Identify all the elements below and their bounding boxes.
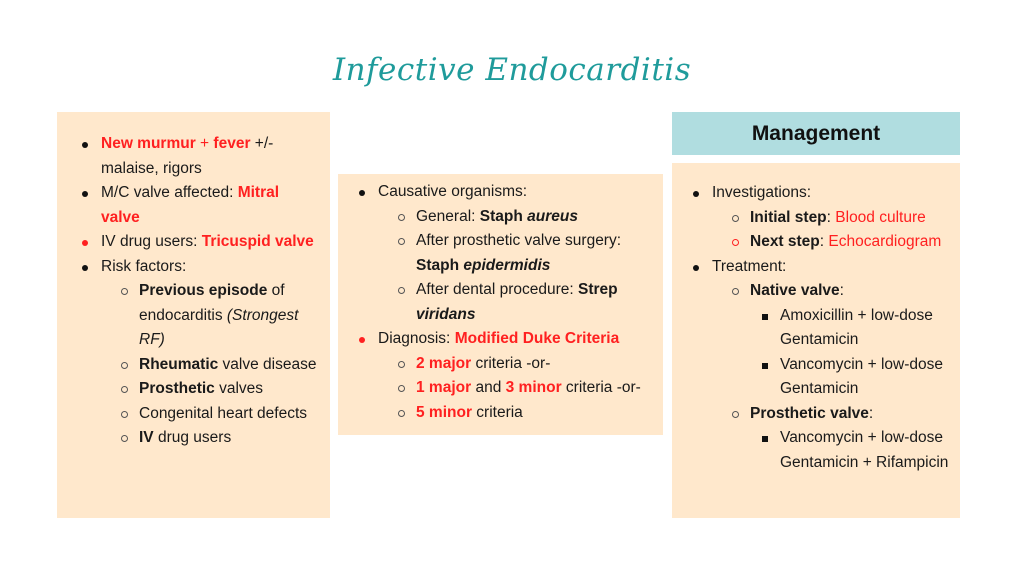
management-panel <box>672 163 960 518</box>
list-item: 1 major and 3 minor criteria -or- <box>396 376 658 401</box>
list-item: New murmur + fever +/- malaise, rigors <box>81 132 321 181</box>
circle-bullet-icon <box>121 386 128 393</box>
list-item: Rheumatic valve disease <box>119 353 321 378</box>
square-bullet-icon <box>762 436 768 442</box>
list-item: Prosthetic valves <box>119 377 321 402</box>
clinical-features-panel <box>57 112 330 518</box>
list-item: Amoxicillin + low-dose Gentamicin <box>760 304 957 353</box>
list-item: Risk factors: Previous episode of endocarditis (Strongest RF) Rheumatic valve disease Prosthetic valves Congenital heart defects IV drug users <box>81 255 321 451</box>
circle-bullet-icon <box>398 238 405 245</box>
list-item: Causative organisms: General: Staph aureus After prosthetic valve surgery: Staph epidermidis After dental procedure: Strep viridans <box>358 180 658 327</box>
bullet-icon <box>359 337 365 343</box>
organisms-diagnosis-panel <box>338 174 663 435</box>
bullet-icon <box>82 142 88 148</box>
circle-bullet-icon <box>121 435 128 442</box>
circle-bullet-icon <box>398 361 405 368</box>
bullet-icon <box>693 265 699 271</box>
circle-bullet-icon <box>398 287 405 294</box>
bullet-icon <box>359 190 365 196</box>
list-item: 5 minor criteria <box>396 401 658 426</box>
list-item: IV drug users <box>119 426 321 451</box>
list-item: 2 major criteria -or- <box>396 352 658 377</box>
list-item: Vancomycin + low-dose Gentamicin + Rifampicin <box>760 426 957 475</box>
list-item: Treatment: Native valve: Amoxicillin + low-dose Gentamicin Vancomycin + low-dose Gentamicin Prosthetic valve: Vancomycin + low-dose Gentamicin + Rifampicin <box>692 255 957 476</box>
list-item: Investigations: Initial step: Blood culture Next step: Echocardiogram <box>692 181 957 255</box>
circle-bullet-icon <box>398 214 405 221</box>
circle-bullet-icon <box>398 410 405 417</box>
circle-bullet-icon <box>121 288 128 295</box>
circle-bullet-icon <box>732 215 739 222</box>
bullet-icon <box>82 265 88 271</box>
list-item: Native valve: Amoxicillin + low-dose Gentamicin Vancomycin + low-dose Gentamicin <box>730 279 957 402</box>
bullet-icon <box>693 191 699 197</box>
circle-bullet-icon <box>121 411 128 418</box>
circle-bullet-icon <box>398 385 405 392</box>
bullet-icon <box>82 240 88 246</box>
circle-bullet-icon <box>732 411 739 418</box>
management-header: Management <box>672 112 960 155</box>
list-item: Next step: Echocardiogram <box>730 230 957 255</box>
square-bullet-icon <box>762 314 768 320</box>
circle-bullet-icon <box>121 362 128 369</box>
square-bullet-icon <box>762 363 768 369</box>
list-item: After prosthetic valve surgery: Staph epidermidis <box>396 229 658 278</box>
list-item: IV drug users: Tricuspid valve <box>81 230 321 255</box>
list-item: Congenital heart defects <box>119 402 321 427</box>
list-item: Prosthetic valve: Vancomycin + low-dose Gentamicin + Rifampicin <box>730 402 957 476</box>
list-item: Diagnosis: Modified Duke Criteria 2 major criteria -or- 1 major and 3 minor criteria -or- 5 minor criteria <box>358 327 658 425</box>
list-item: After dental procedure: Strep viridans <box>396 278 658 327</box>
list-item: M/C valve affected: Mitral valve <box>81 181 321 230</box>
list-item: Initial step: Blood culture <box>730 206 957 231</box>
bullet-icon <box>82 191 88 197</box>
list-item: Vancomycin + low-dose Gentamicin <box>760 353 957 402</box>
list-item: Previous episode of endocarditis (Strongest RF) <box>119 279 321 353</box>
page-title: Infective Endocarditis <box>332 52 692 88</box>
list-item: General: Staph aureus <box>396 205 658 230</box>
circle-bullet-icon <box>732 239 739 246</box>
circle-bullet-icon <box>732 288 739 295</box>
